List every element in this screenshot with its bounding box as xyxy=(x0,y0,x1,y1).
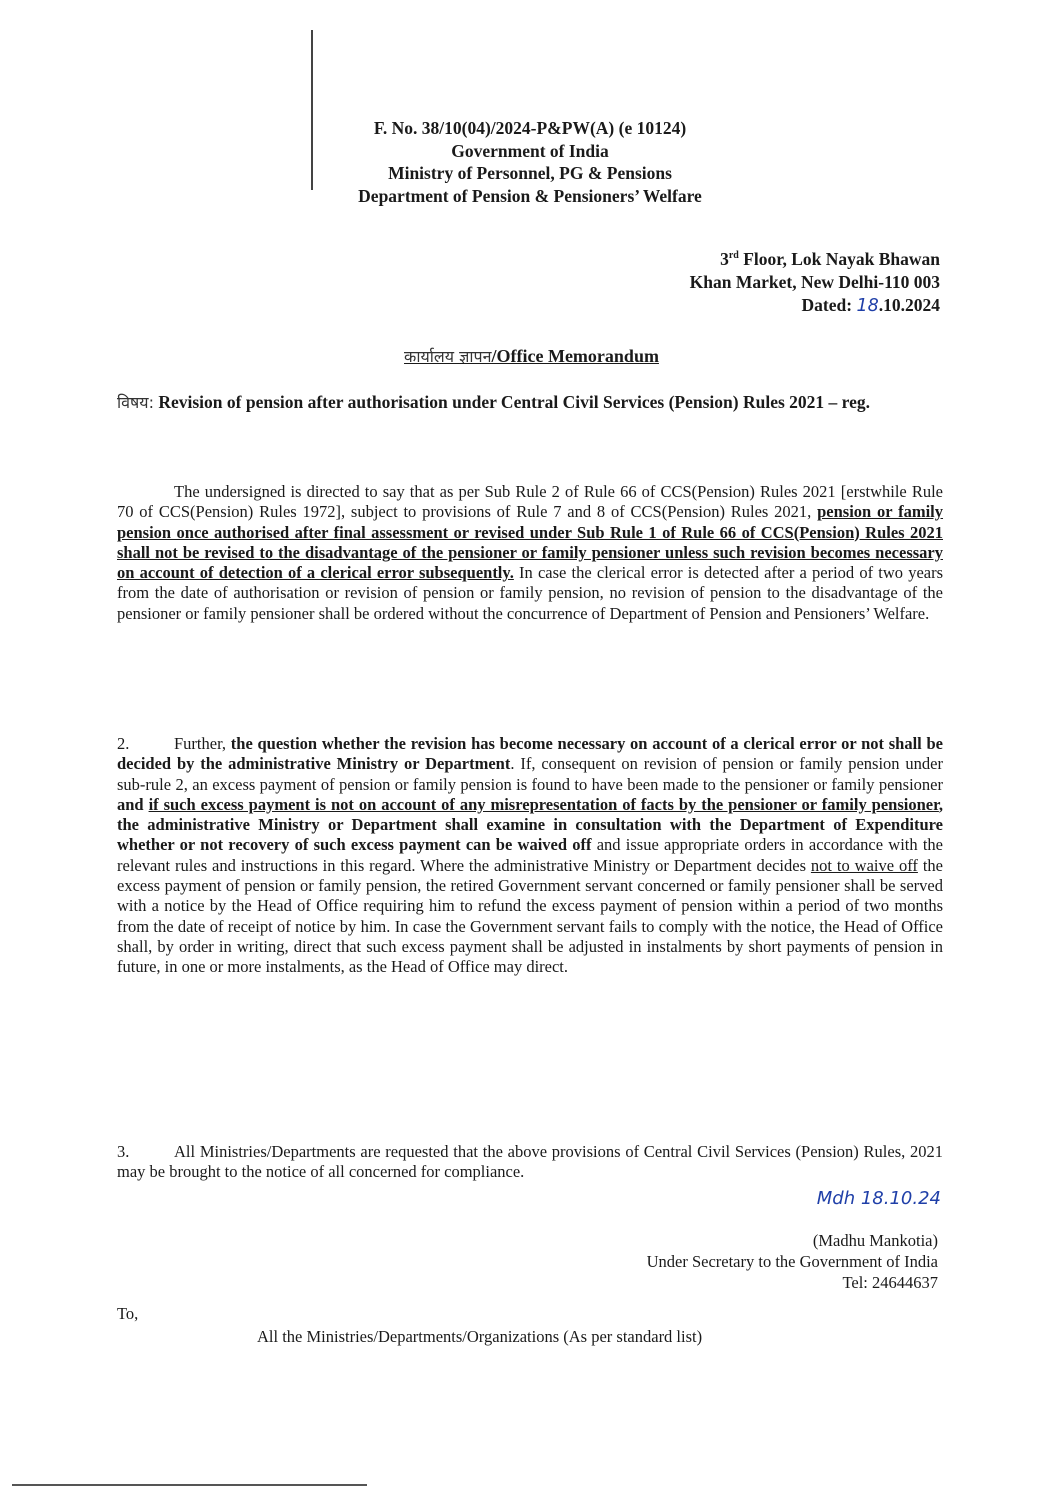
memo-title-hindi: कार्यालय ज्ञापन xyxy=(404,347,492,366)
department-name: Department of Pension & Pensioners’ Welfare xyxy=(358,185,702,206)
signatory-telephone: Tel: 24644637 xyxy=(842,1273,938,1292)
subject-label: विषय: xyxy=(117,393,154,412)
subject-line xyxy=(117,390,943,415)
address-line-1: 3rd Floor, Lok Nayak Bhawan xyxy=(720,249,940,269)
dated-line: Dated: 18.10.2024 xyxy=(801,295,940,316)
memo-title-english: /Office Memorandum xyxy=(491,346,659,366)
paragraph-number: 3. xyxy=(117,1142,130,1161)
paragraph-1-emphasis: pension or family pension once authorised after final assessment or revised under Sub Rule 1 of Rule 66 of CCS(Pension) Rules 2021 shall not be revised to the disadvantage of the pensioner or family pensioner unless such revision becomes necessary on account of detection of a clerical error subsequently. xyxy=(117,502,944,583)
ministry-name: Ministry of Personnel, PG & Pensions xyxy=(388,163,672,183)
recipient-list: All the Ministries/Departments/Organizations (As per standard list) xyxy=(257,1327,703,1346)
handwritten-signature: Mdh 18.10.24 xyxy=(816,1188,941,1209)
paragraph-1: The undersigned is directed to say that as per Sub Rule 2 of Rule 66 of CCS(Pension) Rules 2021 [erstwhile Rule 70 of CCS(Pension) Rules 1972], subject to provisions of Rule 7 and 8 of CCS(Pension) Rules 2021, pension or family pension once authorised after final assessment or revised under Sub Rule 1 of Rule 66 of CCS(Pension) Rules 2021 shall not be revised to the disadvantage of the pensioner or family pensioner unless such revision becomes necessary on account of detection of a clerical error subsequently. In case the clerical error is detected after a period of two years from the date of authorisation or revision of pension or family pension, no revision of pension to the disadvantage of the pensioner or family pensioner shall be ordered without the concurrence of Department of Pension and Pensioners’ Welfare. xyxy=(117,482,944,623)
address-block xyxy=(690,244,940,318)
signatory-name: (Madhu Mankotia) xyxy=(812,1231,938,1250)
memo-title xyxy=(0,345,1063,367)
handwritten-day: 18 xyxy=(856,296,879,316)
paragraph-3: 3. All Ministries/Departments are requested that the above provisions of Central Civil Services (Pension) Rules, 2021 may be brought to the notice of all concerned for compliance. xyxy=(117,1142,943,1182)
letterhead xyxy=(300,117,760,207)
file-number: F. No. 38/10(04)/2024-P&PW(A) (e 10124) xyxy=(373,118,687,138)
paragraph-number: 2. xyxy=(117,734,130,753)
to-label: To, xyxy=(117,1304,139,1323)
signature-block xyxy=(647,1230,938,1293)
paragraph-2: 2. Further, the question whether the revision has become necessary on account of a clerical error or not shall be decided by the administrative Ministry or Department. If, consequent on revision of pension or family pension under sub-rule 2, an excess payment of pension or family pension is found to have been made to the pensioner or family pensioner and if such excess payment is not on account of any misrepresentation of facts by the pensioner or family pensioner, the administrative Ministry or Department shall examine in consultation with the Department of Expenditure whether or not recovery of such excess payment can be waived off and issue appropriate orders in accordance with the relevant rules and instructions in this regard. Where the administrative Ministry or Department decides not to waive off the excess payment of pension or family pension, the retired Government servant concerned or family pensioner shall be served with a notice by the Head of Office requiring him to refund the excess payment of pension within a period of two months from the date of receipt of notice by him. In case the Government servant fails to comply with the notice, the Head of Office shall, by order in writing, direct that such excess payment shall be adjusted in instalments by short payments of pension in future, in one or more instalments, as the Head of Office may direct. xyxy=(117,734,944,977)
address-line-2: Khan Market, New Delhi-110 003 xyxy=(689,272,940,292)
signatory-designation: Under Secretary to the Government of India xyxy=(646,1252,938,1271)
government-name: Government of India xyxy=(451,140,609,161)
subject-text: Revision of pension after authorisation under Central Civil Services (Pension) Rules 2021 – reg. xyxy=(153,392,870,412)
